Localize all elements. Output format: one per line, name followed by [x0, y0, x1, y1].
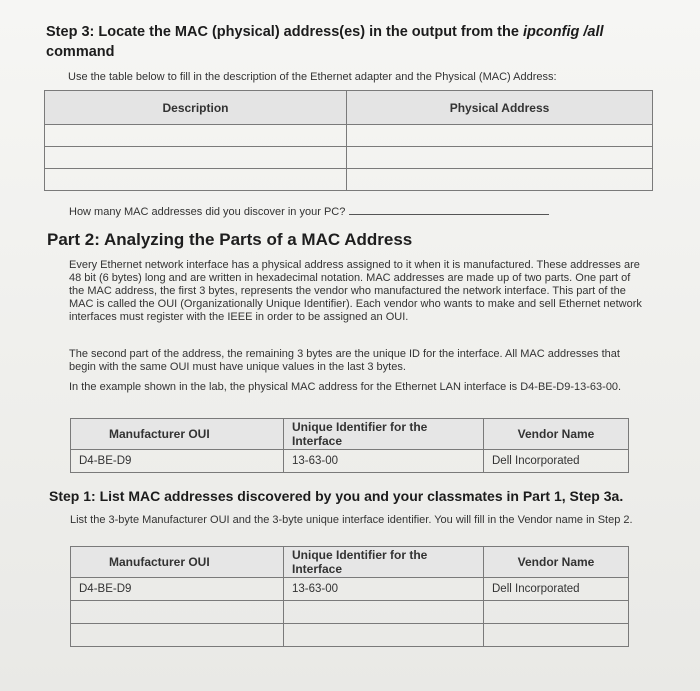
- table-row: [71, 450, 629, 473]
- col-unique-identifier: Unique Identifier for the Interface: [284, 419, 484, 450]
- table-cell[interactable]: [45, 125, 347, 147]
- step1-instruction: List the 3-byte Manufacturer OUI and the 3-byte unique interface identifier. You will fill in the Vendor name in Step 2.: [70, 514, 633, 526]
- vendor-cell: Dell Incorporated: [484, 450, 629, 473]
- oui-cell: D4-BE-D9: [71, 450, 284, 473]
- step1-heading: Step 1: List MAC addresses discovered by you and your classmates in Part 1, Step 3a.: [49, 488, 624, 504]
- table-cell[interactable]: [284, 601, 484, 624]
- ipconfig-command: ipconfig /all: [522, 24, 604, 40]
- classmates-mac-table: [70, 546, 629, 647]
- table-row: [45, 169, 653, 191]
- table-row: [71, 578, 629, 601]
- step3-heading: [46, 22, 604, 62]
- table-cell[interactable]: [71, 624, 284, 647]
- col-physical-address: Physical Address: [347, 91, 653, 125]
- mac-description-table: [44, 90, 653, 191]
- vendor-cell: Dell Incorporated: [484, 578, 629, 601]
- table-cell[interactable]: [45, 147, 347, 169]
- table-cell[interactable]: [484, 601, 629, 624]
- part2-paragraph-1: Every Ethernet network interface has a physical address assigned to it when it is manufactured. These addresses are 48 bit (6 bytes) long and are written in hexadecimal notation. MAC addresses are made up of two parts. One part of the MAC address, the first 3 bytes, represents the vendor who manufactured the network interface. This part of the MAC is called the OUI (Organizationally Unique Identifier). Each vendor who wants to make and sell Ethernet network interfaces must register with the IEEE in order to be assigned an OUI.: [69, 259, 642, 323]
- table-cell[interactable]: [347, 125, 653, 147]
- part2-paragraph-2: The second part of the address, the remaining 3 bytes are the unique ID for the interface. All MAC addresses that begin with the same OUI must have unique values in the last 3 bytes.: [69, 348, 620, 373]
- table-cell[interactable]: [484, 624, 629, 647]
- unique-id-cell: 13-63-00: [284, 578, 484, 601]
- table-row: [45, 125, 653, 147]
- table-row: [71, 624, 629, 647]
- question-text: How many MAC addresses did you discover in your PC?: [69, 206, 346, 218]
- col-manufacturer-oui: Manufacturer OUI: [71, 419, 284, 450]
- example-oui-table: [70, 418, 629, 473]
- col-unique-identifier: Unique Identifier for the Interface: [284, 547, 484, 578]
- table-row: [71, 601, 629, 624]
- col-description: Description: [45, 91, 347, 125]
- table-cell[interactable]: [71, 601, 284, 624]
- step3-title: Step 3: Locate the MAC (physical) address(es) in the output from the: [46, 24, 523, 40]
- unique-id-cell: 13-63-00: [284, 450, 484, 473]
- col-vendor-name: Vendor Name: [484, 547, 629, 578]
- step3-title-end: command: [46, 44, 115, 60]
- col-manufacturer-oui: Manufacturer OUI: [71, 547, 284, 578]
- table-row: [45, 147, 653, 169]
- mac-count-question: [69, 204, 549, 219]
- answer-blank[interactable]: [349, 204, 549, 215]
- table-cell[interactable]: [45, 169, 347, 191]
- table-cell[interactable]: [347, 147, 653, 169]
- step3-instruction: Use the table below to fill in the description of the Ethernet adapter and the Physical (MAC) Address:: [68, 71, 557, 83]
- col-vendor-name: Vendor Name: [484, 419, 629, 450]
- oui-cell: D4-BE-D9: [71, 578, 284, 601]
- part2-paragraph-3: In the example shown in the lab, the physical MAC address for the Ethernet LAN interface is D4-BE-D9-13-63-00.: [69, 381, 622, 393]
- table-cell[interactable]: [284, 624, 484, 647]
- table-cell[interactable]: [347, 169, 653, 191]
- part2-heading: Part 2: Analyzing the Parts of a MAC Address: [47, 230, 413, 249]
